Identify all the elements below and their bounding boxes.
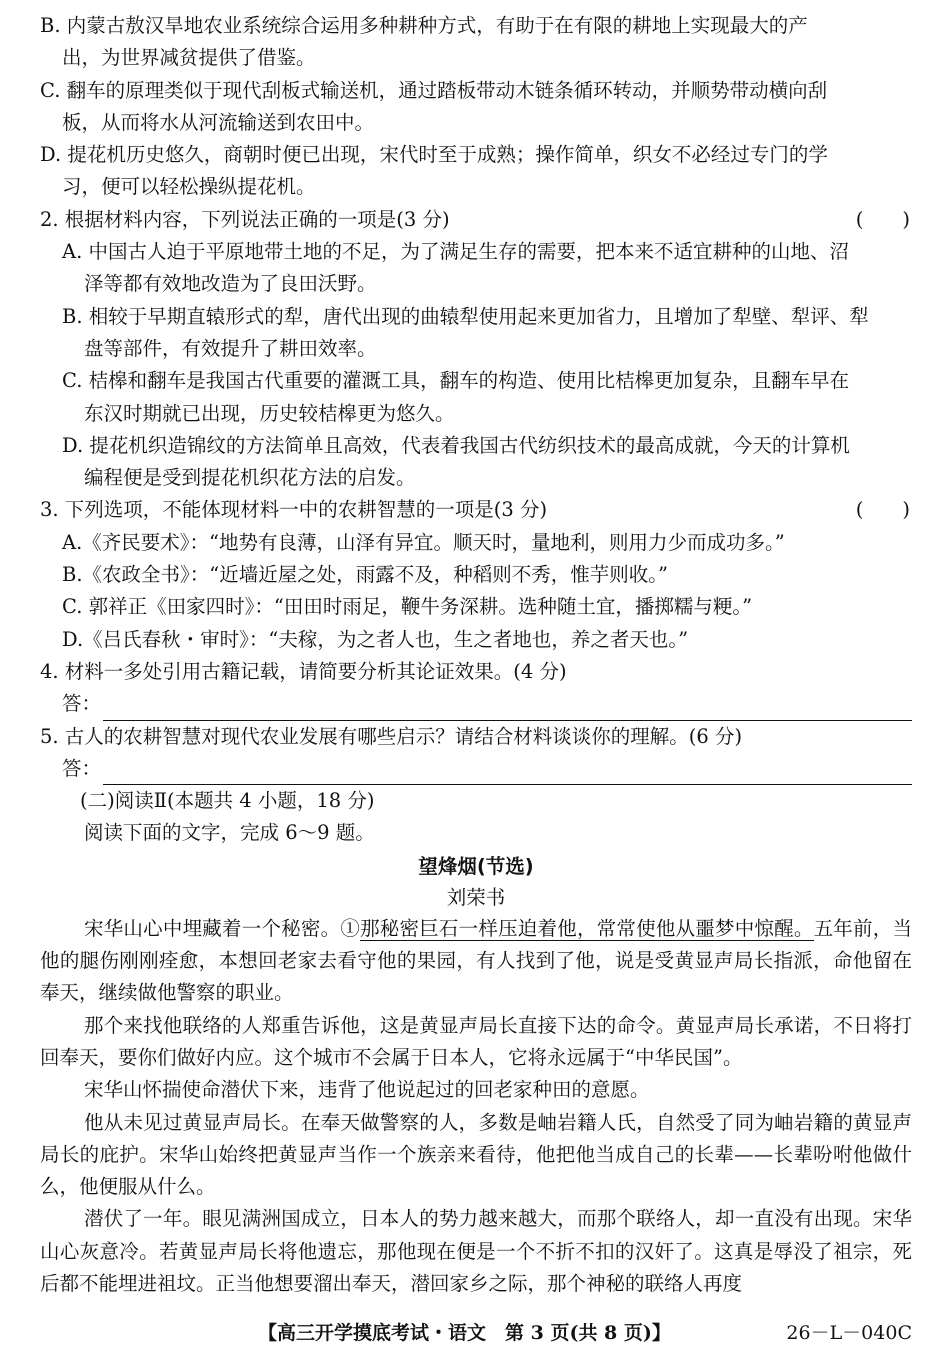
q1-option-b-line1: B. 内蒙古敖汉旱地农业系统综合运用多种耕种方式，有助于在有限的耕地上实现最大的产 [40, 14, 808, 37]
article-author: 刘荣书 [446, 885, 506, 909]
answer-label: 答： [62, 756, 102, 780]
question-3-text: 3. 下列选项，不能体现材料一中的农耕智慧的一项是(3 分) [40, 498, 548, 522]
question-5-answer-area[interactable] [40, 753, 912, 785]
article-paragraph-5: 潜伏了一年。眼见满洲国成立，日本人的势力越来越大，而那个联络人，却一直没有出现。宋华山心灰意冷。若黄显声局长将他遗忘，那他现在便是一个不折不扣的汉奸了。这真是辱没了祖宗，死后都不能埋进祖坟。正当他想要溜出奉天，潜回家乡之际，那个神秘的联络人再度 [40, 1207, 912, 1295]
article-paragraph-2: 那个来找他联络的人郑重告诉他，这是黄显声局长直接下达的命令。黄显声局长承诺，不日将打回奉天，要你们做好内应。这个城市不会属于日本人，它将永远属于“中华民国”。 [40, 1013, 912, 1069]
answer-line[interactable] [103, 762, 912, 785]
page-footer [0, 1318, 950, 1348]
q1-option-c-line2: 板，从而将水从河流输送到农田中。 [62, 110, 375, 134]
question-2-answer-paren: ( ) [855, 207, 910, 231]
q2-option-a-line2: 泽等都有效地改造为了良田沃野。 [84, 272, 377, 296]
paragraph-1-rest: 五年前，当他的腿伤刚刚痊愈，本想回老家去看守他的果园，有人找到了他，说是受黄显声局长指派，命他留在奉天，继续做他警察的职业。 [40, 916, 912, 1005]
paragraph-1-start: 宋华山心中埋藏着一个秘密。① [84, 916, 361, 940]
underlined-sentence-1: 那秘密巨石一样压迫着他，常常使他从噩梦中惊醒。 [360, 916, 814, 940]
q3-option-b: B.《农政全书》：“近墙近屋之处，雨露不及，种稻则不秀，惟芋则收。” [62, 563, 668, 587]
q3-option-d: D.《吕氏春秋・审时》：“夫稼，为之者人也，生之者地也，养之者天也。” [62, 627, 689, 651]
question-5-stem: 5. 古人的农耕智慧对现代农业发展有哪些启示？请结合材料谈谈你的理解。(6 分) [40, 724, 743, 748]
article-paragraph-3: 宋华山怀揣使命潜伏下来，违背了他说起过的回老家种田的意愿。 [84, 1078, 650, 1102]
q2-option-b-line2: 盘等部件，有效提升了耕田效率。 [84, 336, 377, 360]
q2-option-c-line1: C. 桔槔和翻车是我国古代重要的灌溉工具，翻车的构造、使用比桔槔更加复杂，且翻车早在 [62, 369, 850, 393]
section-2-instruction: 阅读下面的文字，完成 6～9 题。 [84, 821, 375, 845]
section-2-heading: (二)阅读Ⅱ(本题共 4 小题，18 分) [80, 789, 375, 813]
article-paragraph-4: 他从未见过黄显声局长。在奉天做警察的人，多数是岫岩籍人氏，自然受了同为岫岩籍的黄显声局长的庇护。宋华山始终把黄显声当作一个族亲来看待，他把他当成自己的长辈——长辈吩咐他做什么，他便服从什么。 [40, 1110, 912, 1199]
article-title: 望烽烟(节选) [418, 854, 534, 878]
q3-option-a: A.《齐民要术》：“地势有良薄，山泽有异宜。顺天时，量地利，则用力少而成功多。” [62, 530, 785, 554]
question-4-answer-area[interactable] [40, 688, 912, 720]
article-paragraph-1 [40, 913, 912, 1010]
question-3-answer-paren: ( ) [855, 498, 910, 522]
footer-page-info: 【高三开学摸底考试・语文 第 3 页(共 8 页)】 [258, 1322, 671, 1344]
q1-option-d-line2: 习，便可以轻松操纵提花机。 [62, 175, 316, 199]
answer-label: 答： [62, 692, 102, 716]
question-4-stem: 4. 材料一多处引用古籍记载，请简要分析其论证效果。(4 分) [40, 659, 567, 683]
q3-option-c: C. 郭祥正《田家四时》：“田田时雨足，鞭牛务深耕。选种随土宜，播掷糯与粳。” [62, 595, 753, 619]
q2-option-d-line1: D. 提花机织造锦纹的方法简单且高效，代表着我国古代纺织技术的最高成就，今天的计算机 [62, 433, 850, 457]
exam-page [40, 10, 912, 1300]
q1-option-b-line2: 出，为世界减贫提供了借鉴。 [62, 46, 316, 70]
footer-exam-code: 26－L－040C [786, 1322, 912, 1344]
question-3-stem [40, 494, 912, 526]
q2-option-c-line2: 东汉时期就已出现，历史较桔槔更为悠久。 [84, 401, 455, 425]
q1-option-c-line1: C. 翻车的原理类似于现代刮板式输送机，通过踏板带动木链条循环转动，并顺势带动横向刮 [40, 78, 828, 102]
question-2-stem [40, 204, 912, 236]
answer-line[interactable] [103, 698, 912, 721]
q2-option-a-line1: A. 中国古人迫于平原地带土地的不足，为了满足生存的需要，把本来不适宜耕种的山地、沼 [62, 240, 849, 264]
q1-option-d-line1: D. 提花机历史悠久，商朝时便已出现，宋代时至于成熟；操作简单，织女不必经过专门的学 [40, 143, 828, 167]
q2-option-b-line1: B. 相较于早期直辕形式的犁，唐代出现的曲辕犁使用起来更加省力，且增加了犁壁、犁评、犁 [62, 304, 869, 328]
q2-option-d-line2: 编程便是受到提花机织花方法的启发。 [84, 466, 416, 490]
question-2-text: 2. 根据材料内容，下列说法正确的一项是(3 分) [40, 207, 450, 231]
